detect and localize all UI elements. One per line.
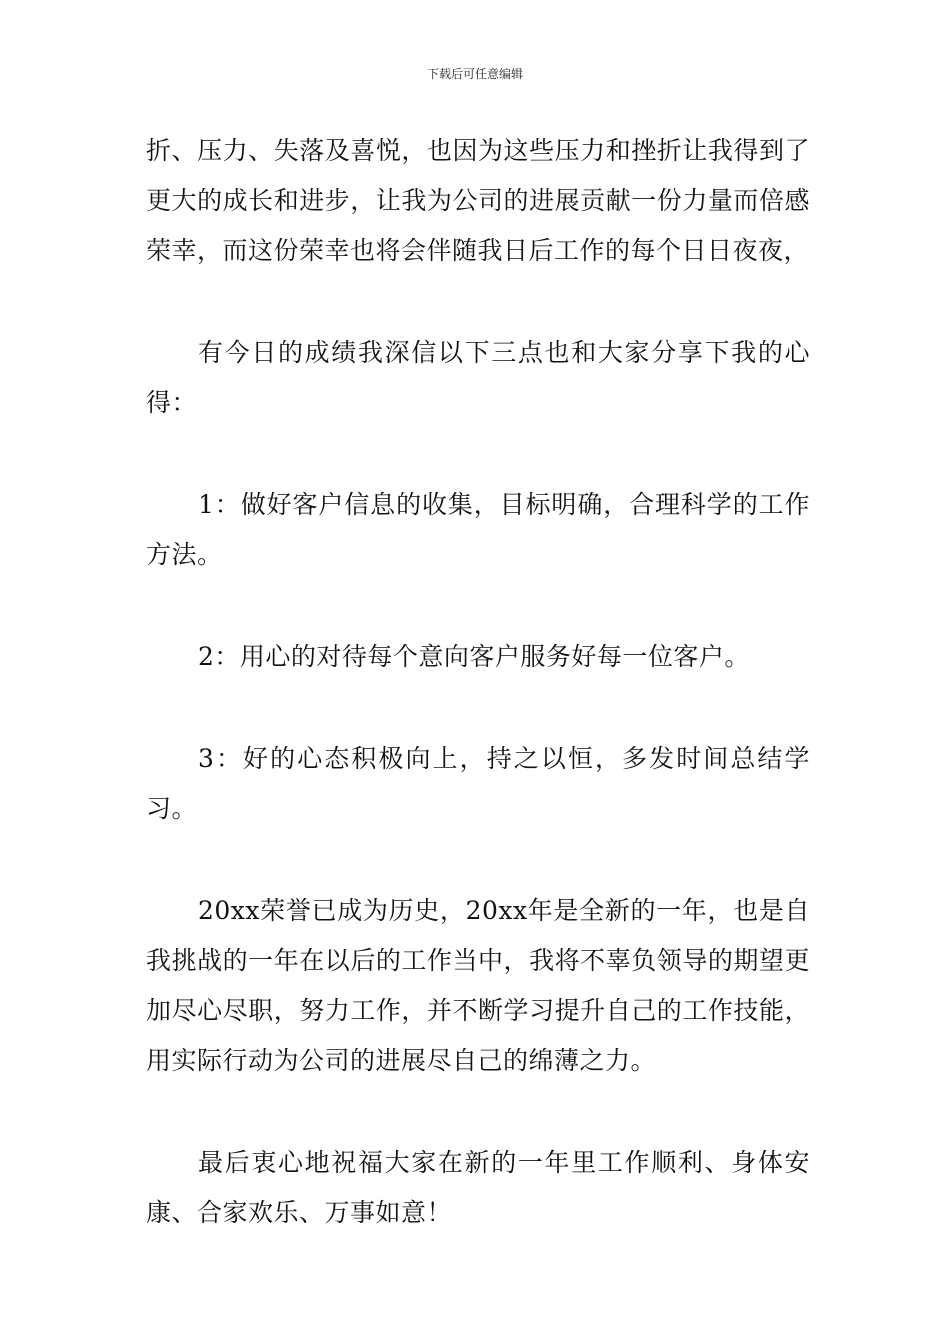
paragraph-spacing	[146, 580, 810, 632]
paragraph-new-year-commitment: 20xx荣誉已成为历史，20xx年是全新的一年，也是自我挑战的一年在以后的工作当中，我将不辜负领导的期望更加尽心尽职，努力工作，并不断学习提升自己的工作技能，用实际行动为公司的进展尽自己的绵薄之力。	[146, 896, 810, 1075]
paragraph-continued-reflection: 折、压力、失落及喜悦，也因为这些压力和挫折让我得到了更大的成长和进步，让我为公司的进展贡献一份力量而倍感荣幸，而这份荣幸也将会伴随我日后工作的每个日日夜夜，	[146, 136, 810, 265]
download-edit-note: 下载后可任意编辑	[426, 67, 523, 81]
paragraph-share-insights: 有今日的成绩我深信以下三点也和大家分享下我的心得：	[146, 338, 810, 417]
paragraph-spacing	[146, 428, 810, 480]
document-body	[146, 126, 810, 1238]
paragraph-closing-wishes: 最后衷心地祝福大家在新的一年里工作顺利、身体安康、合家欢乐、万事如意！	[146, 1148, 810, 1227]
paragraph-point-one: 1：做好客户信息的收集，目标明确，合理科学的工作方法。	[146, 490, 810, 569]
paragraph-spacing	[146, 682, 810, 734]
paragraph-point-three: 3：好的心态积极向上，持之以恒，多发时间总结学习。	[146, 744, 810, 823]
paragraph-point-two: 2：用心的对待每个意向客户服务好每一位客户。	[198, 642, 750, 671]
paragraph-spacing	[146, 276, 810, 328]
paragraph-spacing	[146, 1086, 810, 1138]
paragraph-spacing	[146, 834, 810, 886]
